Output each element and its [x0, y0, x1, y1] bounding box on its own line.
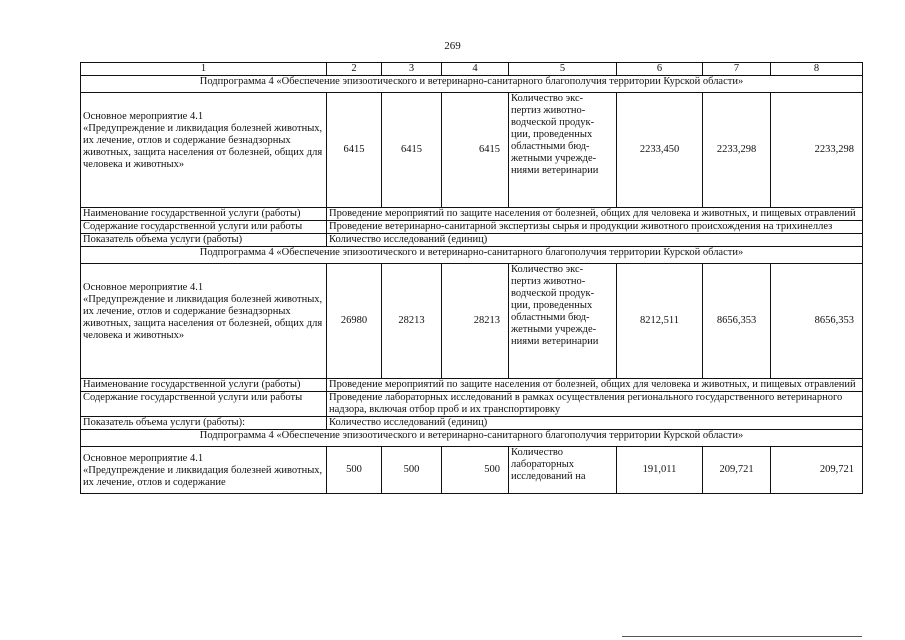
col-number: 8 — [771, 63, 863, 76]
service-name-label: Наименование государственной услуги (работы) — [81, 208, 327, 221]
subprogram-row — [81, 247, 863, 264]
indicator-name: Количество лабораторных исследований на — [509, 447, 617, 494]
subprogram-title: Подпрограмма 4 «Обеспечение эпизоотического и ветеринарно-санитарного благополучия территории Курской области» — [81, 76, 863, 93]
activity-name: Основное мероприятие 4.1 «Предупреждение и ликвидация болезней животных, их лечение, отлов и содержание безнадзорных животных, защита населения от болезней, общих для человека и животных» — [81, 93, 327, 208]
value-col3: 28213 — [382, 264, 442, 379]
col-number: 1 — [81, 63, 327, 76]
service-table — [80, 62, 863, 494]
service-content-row — [81, 392, 863, 417]
volume-value: Количество исследований (единиц) — [327, 417, 863, 430]
indicator-name: Количество экс- пертиз животно- водческой продук- ции, проведенных областными бюд- жетными учрежде- ниями ветеринарии — [509, 93, 617, 208]
value-col2: 6415 — [327, 93, 382, 208]
col-number: 5 — [509, 63, 617, 76]
value-col4: 6415 — [442, 93, 509, 208]
value-col4: 500 — [442, 447, 509, 494]
subprogram-row — [81, 430, 863, 447]
col-number: 4 — [442, 63, 509, 76]
indicator-name: Количество экс- пертиз животно- водческой продук- ции, проведенных областными бюд- жетными учрежде- ниями ветеринарии — [509, 264, 617, 379]
col-number: 3 — [382, 63, 442, 76]
value-col6: 2233,450 — [617, 93, 703, 208]
service-content-value: Проведение лабораторных исследований в рамках осуществления регионального государственного ветеринарного надзора, включая отбор проб и их транспортировку — [327, 392, 863, 417]
value-col4: 28213 — [442, 264, 509, 379]
volume-label: Показатель объема услуги (работы): — [81, 417, 327, 430]
activity-name: Основное мероприятие 4.1 «Предупреждение и ликвидация болезней животных, их лечение, отлов и содержание безнадзорных животных, защита населения от болезней, общих для человека и животных» — [81, 264, 327, 379]
volume-row — [81, 234, 863, 247]
subprogram-title: Подпрограмма 4 «Обеспечение эпизоотического и ветеринарно-санитарного благополучия территории Курской области» — [81, 247, 863, 264]
service-content-value: Проведение ветеринарно-санитарной экспертизы сырья и продукции животного происхождения на трихинеллез — [327, 221, 863, 234]
value-col8: 2233,298 — [771, 93, 863, 208]
service-content-label: Содержание государственной услуги или работы — [81, 221, 327, 234]
service-name-row — [81, 379, 863, 392]
value-col7: 209,721 — [703, 447, 771, 494]
value-col2: 26980 — [327, 264, 382, 379]
value-col3: 500 — [382, 447, 442, 494]
volume-label: Показатель объема услуги (работы) — [81, 234, 327, 247]
col-number: 2 — [327, 63, 382, 76]
service-content-row — [81, 221, 863, 234]
value-col7: 2233,298 — [703, 93, 771, 208]
column-number-row — [81, 63, 863, 76]
value-col3: 6415 — [382, 93, 442, 208]
subprogram-row — [81, 76, 863, 93]
service-name-label: Наименование государственной услуги (работы) — [81, 379, 327, 392]
value-col7: 8656,353 — [703, 264, 771, 379]
volume-row — [81, 417, 863, 430]
service-name-value: Проведение мероприятий по защите населения от болезней, общих для человека и животных, и пищевых отравлений — [327, 379, 863, 392]
service-name-row — [81, 208, 863, 221]
service-content-label: Содержание государственной услуги или работы — [81, 392, 327, 417]
col-number: 7 — [703, 63, 771, 76]
value-col6: 8212,511 — [617, 264, 703, 379]
value-col8: 209,721 — [771, 447, 863, 494]
value-col2: 500 — [327, 447, 382, 494]
activity-row — [81, 93, 863, 208]
value-col6: 191,011 — [617, 447, 703, 494]
page-number: 269 — [444, 40, 461, 52]
col-number: 6 — [617, 63, 703, 76]
volume-value: Количество исследований (единиц) — [327, 234, 863, 247]
service-name-value: Проведение мероприятий по защите населения от болезней, общих для человека и животных, и пищевых отравлений — [327, 208, 863, 221]
activity-row — [81, 447, 863, 494]
value-col8: 8656,353 — [771, 264, 863, 379]
page-edge-line — [622, 636, 862, 637]
activity-name: Основное мероприятие 4.1 «Предупреждение и ликвидация болезней животных, их лечение, отлов и содержание — [81, 447, 327, 494]
activity-row — [81, 264, 863, 379]
subprogram-title: Подпрограмма 4 «Обеспечение эпизоотического и ветеринарно-санитарного благополучия территории Курской области» — [81, 430, 863, 447]
